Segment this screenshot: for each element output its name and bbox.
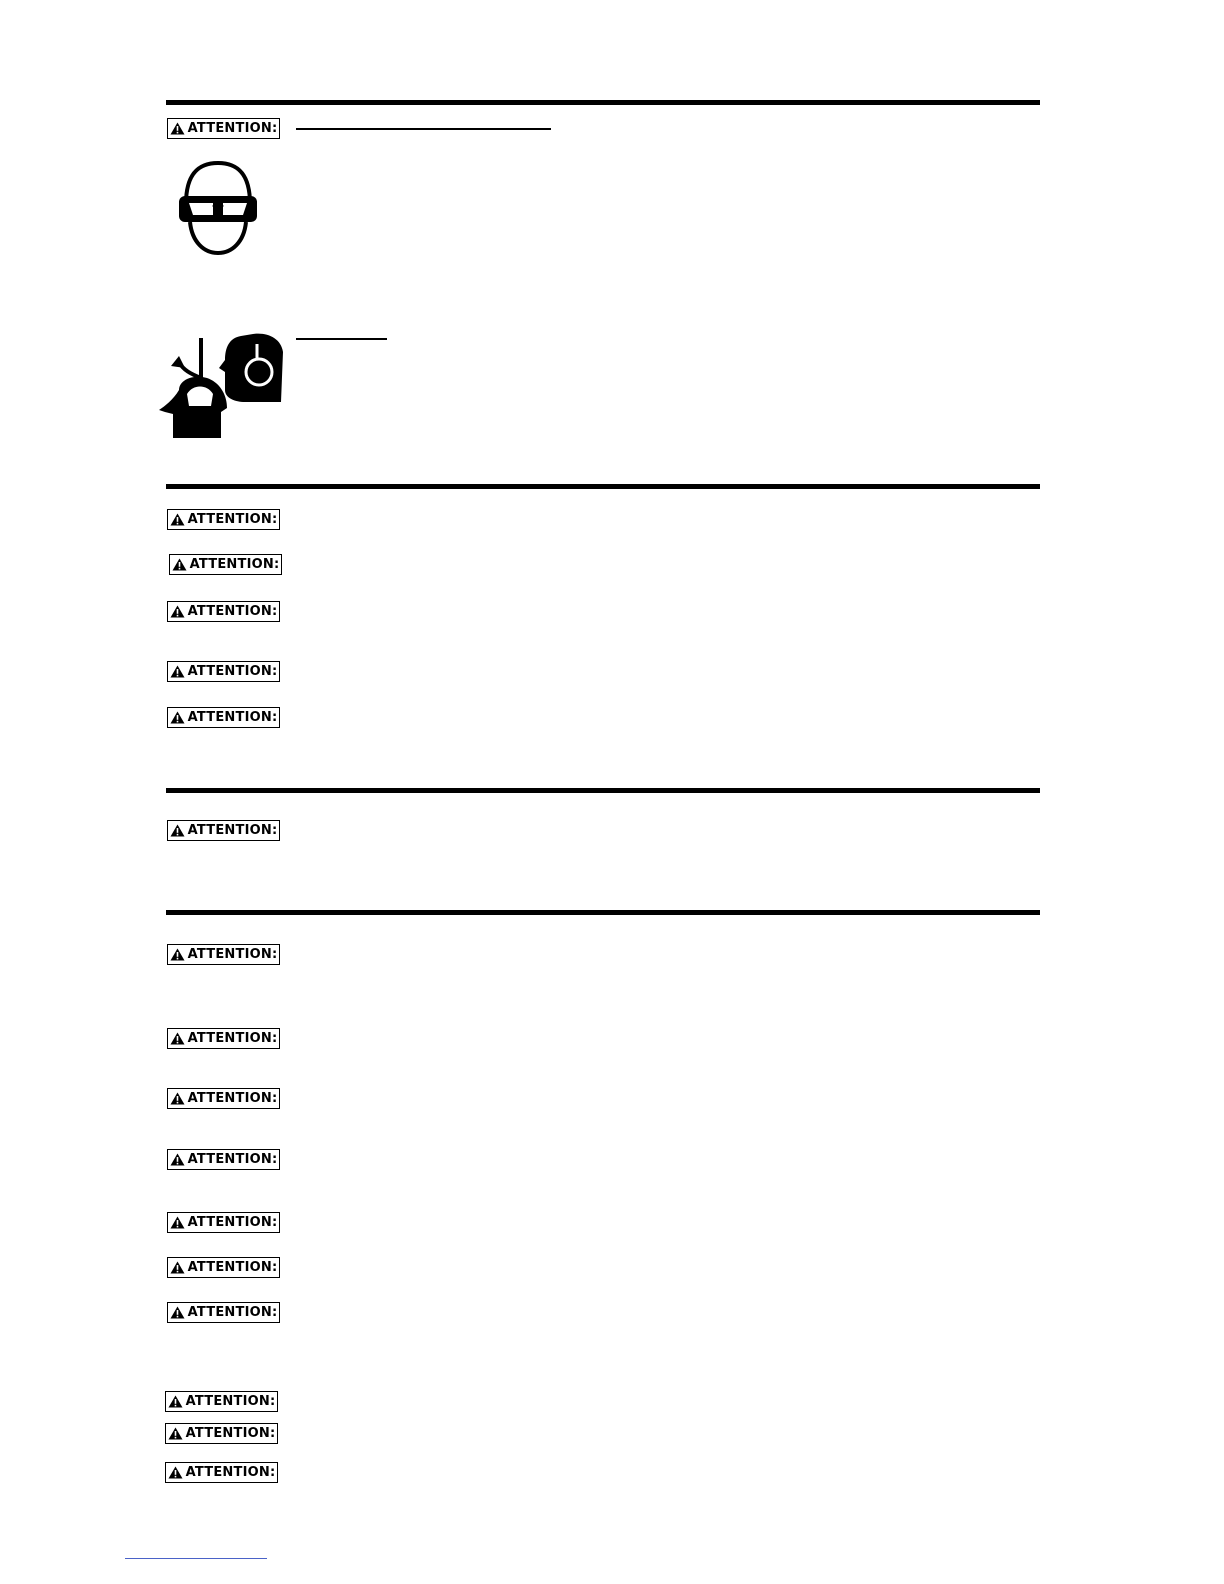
attention-badge-3 <box>169 554 282 575</box>
section-rule-3 <box>166 788 1040 793</box>
warning-triangle-icon <box>170 948 185 961</box>
warning-triangle-icon <box>170 1092 185 1105</box>
warning-triangle-icon <box>170 1261 185 1274</box>
attention-badge-17 <box>165 1462 278 1483</box>
safety-goggles-icon <box>176 160 260 258</box>
attention-label: ATTENTION: <box>187 1031 278 1046</box>
attention-label: ATTENTION: <box>187 1215 278 1230</box>
attention-label: ATTENTION: <box>185 1426 276 1441</box>
section-rule-1 <box>166 100 1040 105</box>
dust-mask-and-hearing-protection-icon <box>155 332 287 440</box>
warning-triangle-icon <box>170 1306 185 1319</box>
warning-triangle-icon <box>170 513 185 526</box>
attention-badge-11 <box>167 1149 280 1170</box>
attention-badge-4 <box>167 601 280 622</box>
attention-label: ATTENTION: <box>187 604 278 619</box>
attention-label: ATTENTION: <box>185 1465 276 1480</box>
attention-badge-6 <box>167 707 280 728</box>
attention-label: ATTENTION: <box>185 1394 276 1409</box>
attention-label: ATTENTION: <box>189 557 280 572</box>
attention-badge-15 <box>165 1391 278 1412</box>
warning-triangle-icon <box>170 605 185 618</box>
link-underline[interactable] <box>125 1558 267 1559</box>
warning-triangle-icon <box>170 1032 185 1045</box>
warning-triangle-icon <box>172 558 187 571</box>
warning-triangle-icon <box>170 1153 185 1166</box>
attention-badge-10 <box>167 1088 280 1109</box>
attention-label: ATTENTION: <box>187 823 278 838</box>
warning-triangle-icon <box>170 665 185 678</box>
attention-badge-16 <box>165 1423 278 1444</box>
warning-triangle-icon <box>168 1395 183 1408</box>
section-rule-4 <box>166 910 1040 915</box>
attention-badge-1 <box>167 118 280 139</box>
attention-label: ATTENTION: <box>187 1305 278 1320</box>
warning-triangle-icon <box>170 122 185 135</box>
attention-label: ATTENTION: <box>187 512 278 527</box>
attention-label: ATTENTION: <box>187 1091 278 1106</box>
warning-triangle-icon <box>168 1427 183 1440</box>
warning-triangle-icon <box>170 711 185 724</box>
heading-underline-1 <box>296 128 551 130</box>
attention-badge-2 <box>167 509 280 530</box>
warning-triangle-icon <box>170 1216 185 1229</box>
attention-label: ATTENTION: <box>187 1260 278 1275</box>
attention-badge-7 <box>167 820 280 841</box>
attention-label: ATTENTION: <box>187 710 278 725</box>
attention-label: ATTENTION: <box>187 664 278 679</box>
attention-label: ATTENTION: <box>187 947 278 962</box>
heading-underline-2 <box>296 338 387 340</box>
attention-badge-12 <box>167 1212 280 1233</box>
attention-badge-14 <box>167 1302 280 1323</box>
warning-triangle-icon <box>168 1466 183 1479</box>
attention-badge-13 <box>167 1257 280 1278</box>
attention-label: ATTENTION: <box>187 121 278 136</box>
attention-badge-8 <box>167 944 280 965</box>
warning-triangle-icon <box>170 824 185 837</box>
attention-label: ATTENTION: <box>187 1152 278 1167</box>
attention-badge-9 <box>167 1028 280 1049</box>
section-rule-2 <box>166 484 1040 489</box>
attention-badge-5 <box>167 661 280 682</box>
